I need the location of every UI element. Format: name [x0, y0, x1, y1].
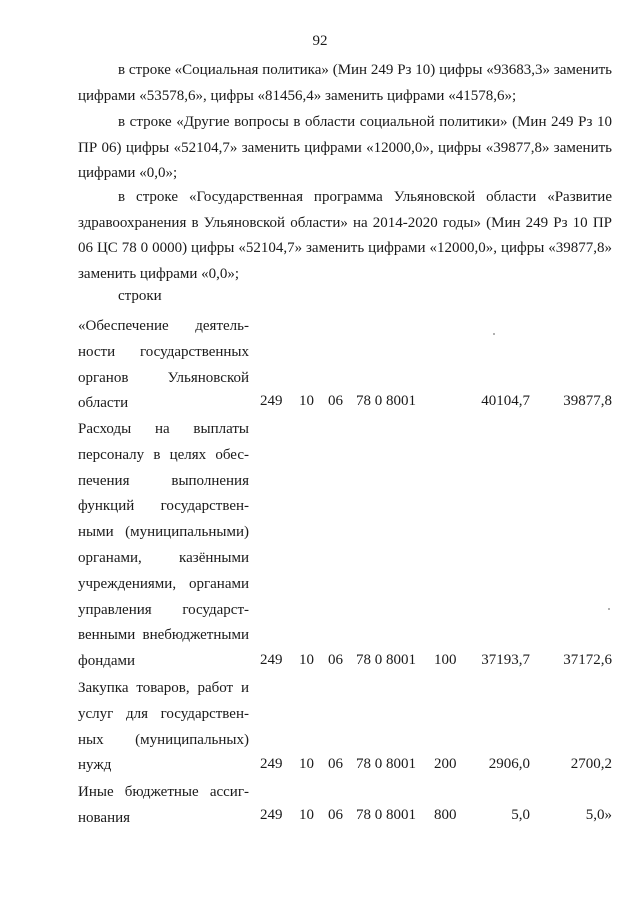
rz-code: 10: [299, 652, 314, 668]
scan-speck: [608, 608, 610, 610]
paragraph-social-policy: в строке «Социальная политика» (Мин 249 Рз 10) цифры «93683,3» заменить цифрами «53578,6», цифры «81456,4» заменить цифрами «41578,6»;: [78, 62, 612, 104]
row-description: Расходы на выплаты персоналу в целях обеспечения выполнения функций государственными (муниципальными) органами, казёнными учреждениями, органами управления государственными внебюджетными фондами: [78, 421, 249, 670]
amount-old: 37193,7: [481, 652, 530, 668]
vr-code: 800: [434, 807, 457, 823]
cs-code: 78 0 8001: [356, 393, 416, 409]
amount-new: 5,0»: [585, 807, 612, 823]
stroki-label: строки: [118, 288, 162, 304]
row-description: Иные бюджетные ассигнования: [78, 784, 249, 826]
amount-new: 37172,6: [563, 652, 612, 668]
cs-code: 78 0 8001: [356, 756, 416, 772]
cs-code: 78 0 8001: [356, 652, 416, 668]
row-description: Закупка товаров, работ и услуг для государственных (муниципальных) нужд: [78, 680, 249, 774]
pr-code: 06: [328, 652, 343, 668]
ved-code: 249: [260, 652, 283, 668]
vr-code: 200: [434, 756, 457, 772]
amount-new: 2700,2: [570, 756, 612, 772]
ved-code: 249: [260, 393, 283, 409]
pr-code: 06: [328, 393, 343, 409]
pr-code: 06: [328, 756, 343, 772]
cs-code: 78 0 8001: [356, 807, 416, 823]
paragraph-other-social-issues: в строке «Другие вопросы в области социальной политики» (Мин 249 Рз 10 ПР 06) цифры «52104,7» заменить цифрами «12000,0», цифры «39877,8» заменить цифрами «0,0»;: [78, 114, 612, 181]
rz-code: 10: [299, 807, 314, 823]
ved-code: 249: [260, 756, 283, 772]
vr-code: 100: [434, 652, 457, 668]
amount-new: 39877,8: [563, 393, 612, 409]
amount-old: 40104,7: [481, 393, 530, 409]
rz-code: 10: [299, 393, 314, 409]
pr-code: 06: [328, 807, 343, 823]
rz-code: 10: [299, 756, 314, 772]
amount-old: 5,0: [511, 807, 530, 823]
row-description: «Обеспечение деятельности государственных органов Ульяновской области: [78, 318, 249, 412]
ved-code: 249: [260, 807, 283, 823]
page-number: 92: [312, 33, 328, 49]
paragraph-state-program: в строке «Государственная программа Ульяновской области «Развитие здравоохранения в Ульяновской области» на 2014-2020 годы» (Мин 249 Рз 10 ПР 06 ЦС 78 0 0000) цифры «52104,7» заменить цифрами «12000,0», цифры «39877,8» заменить цифрами «0,0»;: [78, 189, 612, 282]
amount-old: 2906,0: [488, 756, 530, 772]
scan-speck: [493, 333, 495, 335]
